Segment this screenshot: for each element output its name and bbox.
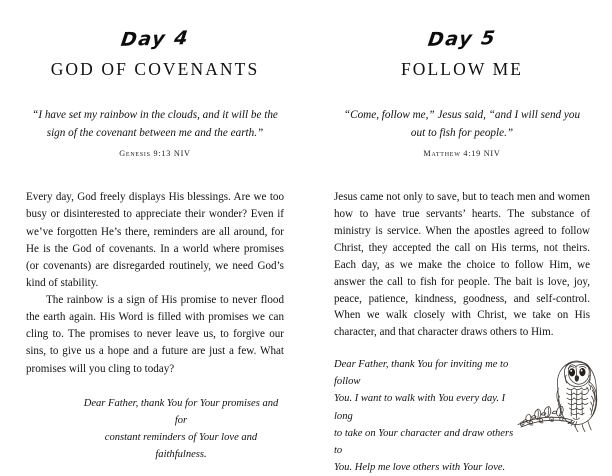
body-paragraph: Every day, God freely displays His blessings. Are we too busy or disinterested to appreciate their wonder? Even if we’ve forgotten He’s there, reminders are all around, for He is the God of covenants. In a world where promises (or covenants) are disregarded routinely, we need God’s kind of stability. [26, 191, 284, 289]
verse-line: will send you out to fish for people.” [410, 108, 581, 140]
prayer-block-left [26, 395, 284, 463]
prayer-block-right [334, 356, 590, 476]
prayer-line: to take on Your character and draw others to [334, 427, 514, 456]
body-text-left [26, 189, 284, 377]
prayer-line: You. Help me love others with Your love. [334, 461, 506, 473]
verse-line: “I have set my rainbow in the clouds, and it will be [32, 108, 262, 121]
prayer-line: You. I want to walk with You every day. I long [334, 393, 506, 422]
day-label-left: Day 4 [119, 27, 191, 51]
page-right [306, 0, 612, 473]
devotional-title-left: GOD OF COVENANTS [50, 59, 260, 79]
page-left [0, 0, 306, 460]
body-paragraph: Jesus came not only to save, but to teach men and women how to have true servants’ hearts. The substance of ministry is service. When the apostles agreed to follow Christ, they accepted the call on His terms, not theirs. Each day, as we make the choice to follow Him, we answer the call to fish for people. The bait is love, joy, peace, patience, kindness, goodness, and self-control. When we walk closely with Christ, we take on His character, and that character draws others to Him. [334, 191, 590, 339]
prayer-line: Dear Father, thank You for Your promises and for [83, 397, 279, 426]
body-paragraph: The rainbow is a sign of His promise to never flood the earth again. His Word is filled with promises we can cling to. The promises to never leave us, to forgive our sins, to give us a hope and a future are just a few. What promises will you cling to today? [26, 294, 284, 375]
prayer-line: constant reminders of Your love and faithfulness. [104, 431, 258, 460]
body-text-right [334, 189, 590, 341]
day-label-right: Day 5 [426, 27, 498, 51]
verse-line: “Come, follow me,” Jesus said, “and I [343, 108, 519, 121]
scripture-verse-right [334, 106, 590, 142]
prayer-line: Dear Father, thank You for inviting me to follow [334, 359, 509, 388]
scripture-verse-left [26, 106, 284, 142]
scripture-reference-right: Matthew 4:19 NIV [423, 149, 501, 159]
scripture-reference-left: Genesis 9:13 NIV [119, 149, 191, 159]
verse-line: the sign of the covenant between me and the earth.” [46, 108, 278, 140]
devotional-title-right: FOLLOW ME [400, 59, 524, 79]
